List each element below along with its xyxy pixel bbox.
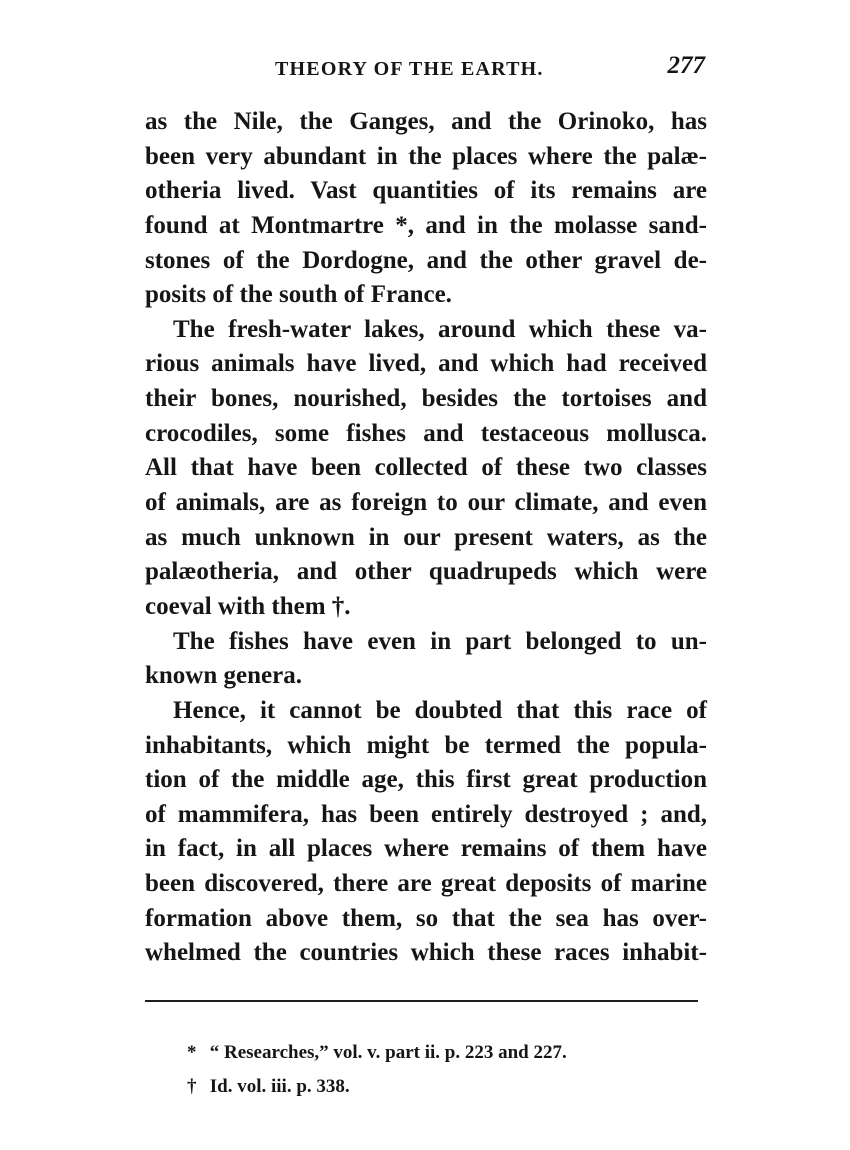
footnotes: [187, 1036, 667, 1104]
text-line: as the Nile, the Ganges, and the Orinoko, has: [145, 108, 707, 135]
text-line: formation above them, so that the sea has over-: [145, 904, 707, 932]
footnote-mark: *: [187, 1042, 197, 1063]
text-line: found at Montmartre *, and in the molasse sand-: [145, 211, 707, 239]
footnote-rule: [145, 1000, 698, 1002]
text-line: inhabitants, which might be termed the popula-: [145, 731, 707, 759]
text-line: palæotheria, and other quadrupeds which were: [145, 558, 707, 586]
text-line: tion of the middle age, this first great production: [145, 766, 707, 794]
text-line: been very abundant in the places where the palæ-: [145, 142, 707, 170]
body-text: [145, 105, 707, 971]
text-line: rious animals have lived, and which had received: [145, 350, 707, 378]
text-line: otheria lived. Vast quantities of its remains are: [145, 177, 707, 205]
text-line: been discovered, there are great deposits of marine: [145, 870, 707, 898]
footnote-text: “ Researches,” vol. v. part ii. p. 223 and 227.: [209, 1042, 567, 1063]
text-line: Hence, it cannot be doubted that this race of: [173, 696, 707, 724]
text-line: as much unknown in our present waters, as the: [145, 523, 707, 551]
text-line: in fact, in all places where remains of them have: [145, 835, 707, 863]
text-line: their bones, nourished, besides the tortoises and: [145, 385, 707, 413]
text-line: The fishes have even in part belonged to un-: [173, 627, 707, 655]
footnote-text: Id. vol. iii. p. 338.: [209, 1076, 350, 1097]
text-line: crocodiles, some fishes and testaceous mollusca.: [145, 419, 707, 447]
running-title: THEORY OF THE EARTH.: [275, 58, 544, 80]
footnote: [187, 1036, 667, 1070]
running-head: [145, 52, 707, 82]
text-line: known genera.: [145, 662, 302, 690]
text-line: stones of the Dordogne, and the other gravel de-: [145, 246, 707, 274]
text-line: coeval with them †.: [145, 592, 351, 620]
text-line: of mammifera, has been entirely destroyed ; and,: [145, 800, 707, 828]
text-line: of animals, are as foreign to our climate, and even: [145, 489, 707, 517]
page-number: 277: [667, 52, 705, 79]
text-line: All that have been collected of these two classes: [145, 454, 707, 482]
text-line: The fresh-water lakes, around which these va-: [173, 315, 707, 343]
footnote-mark: †: [187, 1076, 197, 1097]
text-line: whelmed the countries which these races inhabit-: [145, 939, 707, 967]
footnote: [187, 1070, 667, 1104]
text-line: posits of the south of France.: [145, 281, 452, 309]
